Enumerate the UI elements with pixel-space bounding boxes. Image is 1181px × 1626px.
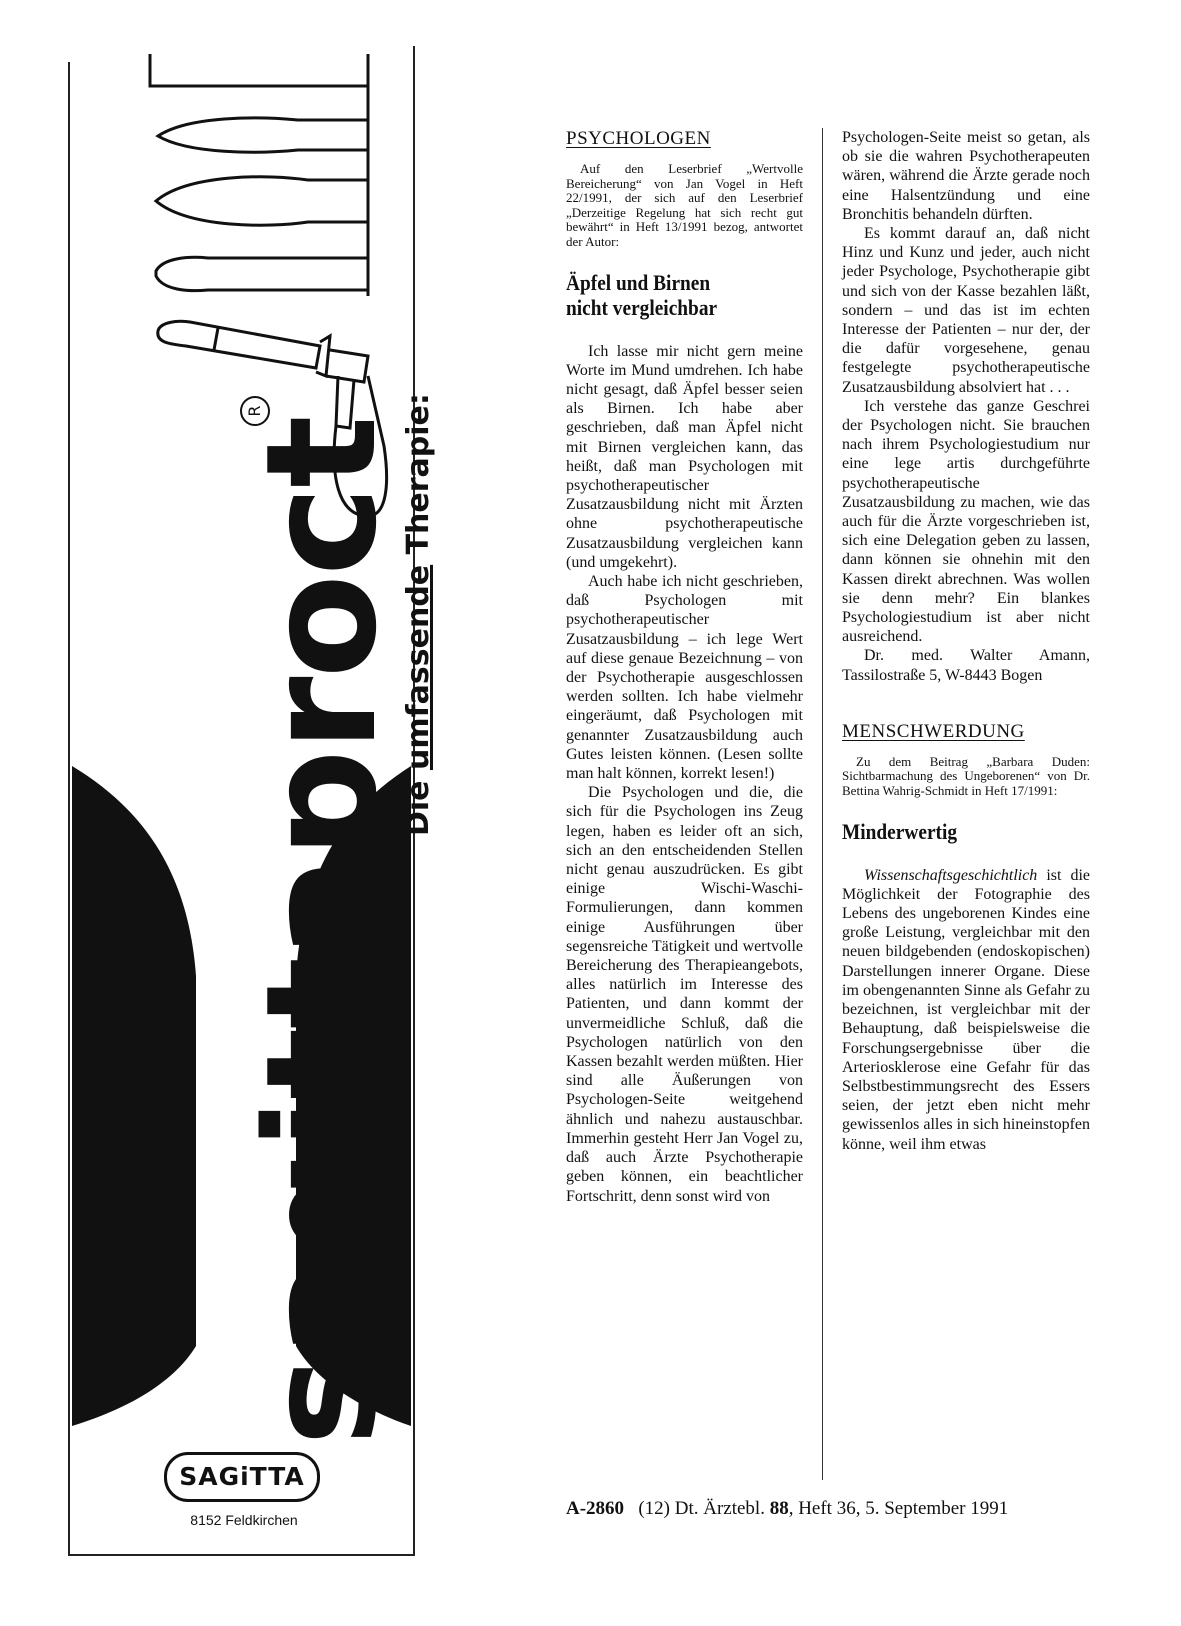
- paragraph: Die Psychologen und die, die sich für die Psychologen ins Zeug legen, haben es leider oft an sich, sich an den entscheidenden Stellen nicht genau auszudrücken. Es gibt einige Wischi-Waschi-Formulierungen, dann kommen einige Ausführungen über segensreiche Tätigkeit und wertvolle Bereicherung des Therapieangebots, alles natürlich im Interesse des Patienten, und dann kommt der unvermeidliche Schluß, daß die Psychologen natürlich von den Kassen bezahlt werden müßten. Hier sind alle Äußerungen von Psychologen-Seite weitgehend ähnlich und nahezu austauschbar. Immerhin gesteht Herr Jan Vogel zu, daß auch Ärzte Psychotherapie geben können, ein beachtlicher Fortschritt, denn sonst wird von: [566, 784, 803, 1205]
- section-label-menschwerdung: MENSCHWERDUNG: [842, 720, 1025, 742]
- paragraph: Ich lasse mir nicht gern meine Worte im Mund umdrehen. Ich habe nicht gesagt, daß Äpfel besser seien als Birnen. Ich habe aber geschrieben, daß man Äpfel nicht mit Birnen vergleichen kann, das heißt, daß man Psychologen mit psychotherapeutischer Zusatzausbildung nicht mit Ärzten ohne psychotherapeutische Zusatzausbildung vergleichen kann (und umgekehrt).: [566, 342, 803, 571]
- letter-headline: [566, 270, 775, 320]
- ad-brand-name: sagittaproct: [233, 417, 410, 1446]
- headline-line-1: Äpfel und Birnen: [566, 269, 711, 295]
- ad-address: 8152 Feldkirchen: [190, 1512, 298, 1528]
- article-column-2: [842, 128, 1090, 1154]
- section-label-psychologen: PSYCHOLOGEN: [566, 128, 711, 149]
- headline-line-2: nicht vergleichbar: [566, 294, 718, 320]
- paragraph: Ich verstehe das ganze Geschrei der Psychologen nicht. Sie brauchen nach ihrem Psychologiestudium nur eine lege artis durchgeführte psychotherapeutische Zusatzausbildung zu machen, wie das auch für die Ärzte vorgeschrieben ist, sich eine Delegation geben zu lassen, dann können sie ohnehin mit den Kassen direkt abrechnen. Was wollen sie denn mehr? Ein blankes Psychologiestudium ist aber nicht ausreichend.: [842, 397, 1090, 646]
- section-intro: Auf den Leserbrief „Wertvolle Bereicherung“ von Jan Vogel in Heft 22/1991, der sich auf den Leserbrief „Derzeitige Regelung hat sich recht gut bewährt“ in Heft 13/1991 bezog, antwortet der Autor:: [566, 161, 803, 249]
- paragraph: Es kommt darauf an, daß nicht Hinz und Kunz und jeder, auch nicht jeder Psychologe, Psychotherapie gibt und sich von der Kasse bezahlen läßt, sondern – und das ist im echten Interesse der Patienten – nur der, der die dafür vorgesehene, genau festgelegte psychotherapeutische Zusatzausbildung absolviert hat . . .: [842, 225, 1090, 396]
- company-logo: SAGiTTA: [164, 1452, 320, 1502]
- registered-mark-icon: R: [240, 396, 270, 426]
- letter-headline: Minderwertig: [842, 818, 958, 844]
- journal-volume: 88: [769, 1498, 789, 1519]
- paragraph: Psychologen-Seite meist so getan, als ob sie die wahren Psychotherapeuten wären, während die Ärzte gerade noch eine Halsentzündung und eine Bronchitis behandeln dürften.: [842, 129, 1090, 223]
- suppository-icon: [150, 54, 368, 296]
- letter-signature: Dr. med. Walter Amann, Tassilostraße 5, W-8443 Bogen: [842, 647, 1090, 684]
- paragraph: [842, 866, 1090, 1154]
- journal-issue: , Heft 36, 5. September 1991: [788, 1498, 1009, 1519]
- ad-wing-left: [72, 766, 196, 1426]
- ad-slogan-suffix: Therapie:: [401, 393, 436, 565]
- section-spacer: [842, 685, 1090, 721]
- paragraph-lead-italic: Wissenschaftsgeschichtlich: [864, 866, 1038, 884]
- journal-citation: (12) Dt. Ärztebl.: [638, 1498, 770, 1519]
- ad-slogan-prefix: Die: [401, 770, 436, 836]
- paragraph: Auch habe ich nicht geschrieben, daß Psychologen mit psychotherapeutischer Zusatzausbildung – ich lege Wert auf diese genaue Bezeichnung – von der Psychotherapie ausgeschlossen werden sollten. Ich habe vielmehr eingeräumt, daß Psychologen mit genannter Zusatzausbildung auch Gutes leisten können. (Lesen sollte man halt können, korrekt lesen!): [566, 573, 803, 783]
- advertisement: [68, 46, 436, 1556]
- ad-slogan-emphasis: umfassende: [401, 564, 436, 771]
- ad-slogan: [401, 393, 436, 836]
- paragraph-body: ist die Möglichkeit der Fotographie des Lebens des ungeborenen Kindes eine große Leistung, vergleichbar mit den neuen bildgebenden (endoskopischen) Darstellungen innerer Organe. Diese im obengenannten Sinne als Gefahr zu bezeichnen, ist vergleichbar mit der Behauptung, daß beispielsweise die Forschungsergebnisse über die Arteriosklerose eine Gefahr für das Selbstbestimmungsrecht des Essers seien, der jetzt eben nicht mehr gewissenlos alles in sich hineinstopfen könne, weil ihm etwas: [842, 866, 1090, 1153]
- page-footer: [566, 1498, 1090, 1520]
- column-divider: [822, 128, 823, 1480]
- page-number: A-2860: [566, 1498, 625, 1519]
- section-intro: Zu dem Beitrag „Barbara Duden: Sichtbarmachung des Ungeborenen“ von Dr. Bettina Wahrig-Schmidt in Heft 17/1991:: [842, 753, 1090, 799]
- article-column-1: [566, 128, 803, 1206]
